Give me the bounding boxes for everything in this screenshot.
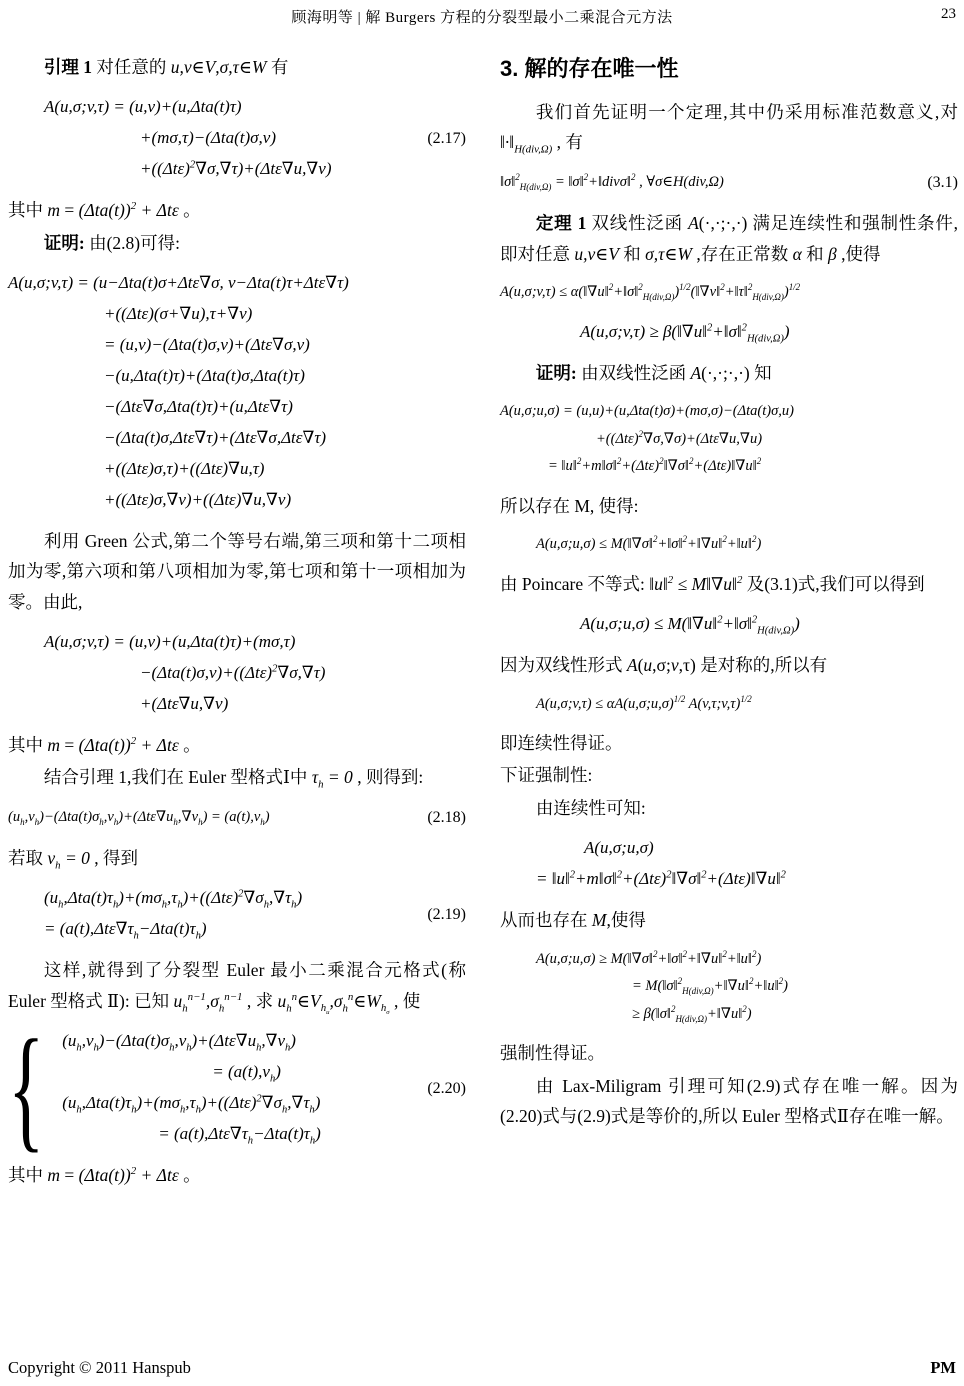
bold-run: 证明: xyxy=(535,362,577,383)
equation-line: $(u_h,\Delta ta(t)\tau_h)+(m\sigma_h,\tau_h)+((\Delta t\varepsilon)^2\nabla\sigma_h,\nabla\tau_h)$ xyxy=(44,888,303,911)
equation-line: −(Δtε∇σ,Δta(t)τ)+(u,Δtε∇τ) xyxy=(104,396,293,416)
equation xyxy=(500,398,958,481)
equation-line: ‖σ‖$^2_{H(div,\Omega)}$ = ‖σ‖$^2$+‖divσ‖$^2$ , ∀σ∈H(div,Ω) xyxy=(500,172,724,193)
equation xyxy=(500,609,958,640)
text-run: 双线性泛函 A(·,·;·,·) 满足连续性和强制性条件,即对任意 u,v∈V 和 σ,τ∈W ,存在正常数 α 和 β ,使得 xyxy=(500,213,959,264)
equation xyxy=(500,168,958,198)
text-run: 我们首先证明一个定理,其中仍采用标准范数意义,对 $‖\cdot‖_{H(div,\Omega)}$ , 有 xyxy=(500,102,958,156)
equation xyxy=(500,317,958,348)
paragraph xyxy=(500,905,958,935)
bold-run: 证明: xyxy=(43,232,85,253)
text-run: 由 Lax-Miligram 引理可知(2.9)式存在唯一解。因为(2.20)式与(2.9)式是等价的,所以 Euler 型格式Ⅱ存在唯一解。 xyxy=(500,1075,958,1127)
footer-page-marker: PM xyxy=(930,1358,956,1377)
paragraph xyxy=(8,843,466,873)
equation-line: A(u,σ;u,σ) ≤ M(‖∇σ‖$^2$+‖σ‖$^2$+‖∇u‖$^2$+‖u‖$^2$) xyxy=(536,534,762,553)
equation-line: A(u,σ;v,τ) = (u−Δta(t)σ+Δtε∇σ, v−Δta(t)τ+Δtε∇τ) xyxy=(8,273,349,293)
equation-line: −(Δta(t)σ,Δtε∇τ)+(Δtε∇σ,Δtε∇τ) xyxy=(104,427,327,447)
equation-lines xyxy=(500,531,958,559)
equation-line: A(u,σ;v,τ) = (u,v)+(u,Δta(t)τ) xyxy=(44,97,242,117)
paragraph xyxy=(500,728,958,758)
paragraph xyxy=(8,52,466,82)
equation xyxy=(8,92,466,185)
equation-lines xyxy=(500,169,923,197)
paragraph xyxy=(500,1038,958,1068)
text-run: 由(2.8)可得: xyxy=(84,232,180,253)
equation-line: A(u,σ;v,τ) = (u,v)+(u,Δta(t)τ)+(mσ,τ) xyxy=(44,631,296,651)
right-column xyxy=(500,50,958,1192)
paragraph xyxy=(500,569,958,599)
equation-system xyxy=(8,1011,466,1165)
equation-line: $+((\Delta t\varepsilon)^2\nabla\sigma,\nabla\tau)+(\Delta t\varepsilon\nabla u,\nabla v)$ xyxy=(140,159,332,179)
text-run: 对任意的 u,v∈V,σ,τ∈W 有 xyxy=(96,57,289,77)
equation xyxy=(500,833,958,895)
paragraph xyxy=(500,760,958,790)
text-run: 其中 $m = (\Delta ta(t))^2 + \Delta t\varepsilon$ 。 xyxy=(8,1164,201,1185)
equation-label: (2.19) xyxy=(427,905,466,923)
paragraph xyxy=(8,762,466,792)
equation-line: $+((\Delta t\varepsilon)^2\nabla\sigma,\nabla\sigma)+(\Delta t\varepsilon\nabla u,\nabla u)$ xyxy=(596,428,763,447)
page-footer xyxy=(8,1354,956,1378)
equation xyxy=(500,531,958,559)
text-run: 结合引理 1,我们在 Euler 型格式Ⅰ中 $\tau_h = 0$ , 则得到: xyxy=(43,767,424,791)
equation-lines xyxy=(8,883,423,945)
equation-line: A(u,σ;v,τ) ≤ α(‖∇u‖$^2$+‖σ‖$^2_{H(div,\Omega)}$)$^{1/2}$(‖∇v‖$^2$+‖τ‖$^2_{H(div,\Omega)}$)$^{1/2}$ xyxy=(500,282,801,303)
text-run: 其中 $m = (\Delta ta(t))^2 + \Delta t\varepsilon$ 。 xyxy=(8,734,201,755)
page-header xyxy=(0,6,964,32)
equation-lines xyxy=(8,92,423,185)
equation-line: $(u_h,\Delta ta(t)\tau_h)+(m\sigma_h,\tau_h)+((\Delta t\varepsilon)^2\nabla\sigma_h,\nabla\tau_h)$ xyxy=(62,1093,321,1116)
equation-line: +((Δtε)σ,τ)+((Δtε)∇u,τ) xyxy=(104,458,265,478)
bold-run: 定理 1 xyxy=(535,213,592,234)
paragraph xyxy=(8,526,466,617)
equation-line: $-(\Delta ta(t)\sigma,v)+((\Delta t\varepsilon)^2\nabla\sigma,\nabla\tau)$ xyxy=(140,662,326,682)
text-run: 即连续性得证。 xyxy=(500,733,623,754)
paragraph xyxy=(500,97,958,158)
paragraph xyxy=(500,208,958,269)
bold-run: 引理 1 xyxy=(43,57,97,77)
equation-line: = (u,v)−(Δta(t)σ,v)+(Δtε∇σ,v) xyxy=(104,335,310,354)
equation-line: = $‖u‖^2+m‖\sigma‖^2+(\Delta t\varepsilon)^2‖\nabla\sigma‖^2+(\Delta t\varepsilon)‖\nabla u‖^2$ xyxy=(548,456,762,475)
text-run: 利用 Green 公式,第二个等号右端,第三项和第十二项相加为零,第六项和第八项相加为零,第七项和第十一项相加为零。由此, xyxy=(8,530,466,612)
two-column-body xyxy=(8,50,958,1192)
page-number: 23 xyxy=(941,6,956,22)
paragraph xyxy=(500,491,958,521)
text-run: 下证强制性: xyxy=(500,765,593,786)
equation-line: A(u,σ;u,σ) xyxy=(584,838,654,858)
equation-lines xyxy=(500,609,958,640)
text-run: 强制性得证。 xyxy=(500,1043,605,1064)
equation xyxy=(8,883,466,945)
equation-line: $(u_h,v_h)-(\Delta ta(t)\sigma_h,v_h)+(\Delta t\varepsilon\nabla u_h,\nabla v_h) = (a(t),v_h)$ xyxy=(8,809,270,827)
equation-lines xyxy=(62,1026,423,1150)
paragraph xyxy=(8,730,466,760)
text-run: 由双线性泛函 A(·,·;·,·) 知 xyxy=(576,362,772,383)
equation-lines xyxy=(500,398,958,481)
paragraph xyxy=(8,228,466,258)
equation-line: +(Δtε∇u,∇v) xyxy=(140,693,229,713)
equation-lines xyxy=(8,804,423,832)
footer-copyright: Copyright © 2011 Hanspub xyxy=(8,1358,191,1377)
equation-line: +((Δtε)σ,∇v)+((Δtε)∇u,∇v) xyxy=(104,489,292,509)
paragraph xyxy=(500,1071,958,1132)
equation-line: +((Δtε)(σ+∇u),τ+∇v) xyxy=(104,304,253,324)
equation-line: A(u,σ;u,σ) ≤ M(‖∇u‖$^2$+‖σ‖$^2_{H(div,\Omega)}$) xyxy=(580,614,800,637)
left-column xyxy=(8,50,466,1192)
equation-line: $(u_h,v_h)-(\Delta ta(t)\sigma_h,v_h)+(\Delta t\varepsilon\nabla u_h,\nabla v_h)$ xyxy=(62,1031,296,1054)
section-heading: 3. 解的存在唯一性 xyxy=(500,56,679,81)
text-run: 由 Poincare 不等式: ‖u‖$^2$ ≤ M‖∇u‖$^2$ 及(3.1)式,我们可以得到 xyxy=(500,573,925,594)
equation xyxy=(500,946,958,1029)
equation-lines xyxy=(8,268,466,516)
text-run: 所以存在 M, 使得: xyxy=(500,495,639,516)
paragraph xyxy=(8,955,466,1016)
equation-label: (2.20) xyxy=(427,1079,466,1097)
equation-lines xyxy=(8,627,466,720)
equation-line: = $(a(t),v_h)$ xyxy=(212,1062,281,1085)
equation-lines xyxy=(500,833,958,895)
equation-line: A(u,σ;u,σ) ≥ M(‖∇σ‖$^2$+‖σ‖$^2$+‖∇u‖$^2$+‖u‖$^2$) xyxy=(536,948,762,967)
equation-label: (2.18) xyxy=(427,808,466,826)
equation xyxy=(8,627,466,720)
equation-line: = $‖u‖^2+m‖\sigma‖^2+(\Delta t\varepsilon)^2‖\nabla\sigma‖^2+(\Delta t\varepsilon)‖\nabla u‖^2$ xyxy=(536,869,786,889)
equation xyxy=(500,279,958,307)
text-run: 这样,就得到了分裂型 Euler 最小二乘混合元格式(称 Euler 型格式 Ⅱ): 已知 $u_h^{n-1},\sigma_h^{n-1}$ , 求 $u_h^n\in V_{h_u},\sigma_h^n\in W_{h_\sigma}$ , 使 xyxy=(8,960,466,1017)
equation-line: = $(a(t),\Delta t\varepsilon\nabla\tau_h-\Delta ta(t)\tau_h)$ xyxy=(158,1124,321,1147)
equation-label: (3.1) xyxy=(927,173,958,191)
text-run: 若取 $v_h = 0$ , 得到 xyxy=(8,848,139,872)
equation-lines xyxy=(500,691,958,719)
equation-label: (2.17) xyxy=(427,130,466,148)
paragraph xyxy=(500,650,958,680)
equation-line: +(mσ,τ)−(Δta(t)σ,v) xyxy=(140,128,277,148)
paragraph xyxy=(500,793,958,823)
running-title: 顾海明等 | 解 Burgers 方程的分裂型最小二乘混合元方法 xyxy=(291,10,673,26)
text-run: 其中 $m = (\Delta ta(t))^2 + \Delta t\varepsilon$ 。 xyxy=(8,200,201,221)
equation-line: ≥ β(‖σ‖$^2_{H(div,\Omega)}$+‖∇u‖$^2$) xyxy=(632,1003,752,1024)
equation-lines xyxy=(500,946,958,1029)
equation-line: = $(a(t),\Delta t\varepsilon\nabla\tau_h-\Delta ta(t)\tau_h)$ xyxy=(44,919,207,942)
left-curly-brace: { xyxy=(8,1011,45,1165)
equation-line: −(u,Δta(t)τ)+(Δta(t)σ,Δta(t)τ) xyxy=(104,365,305,385)
equation-line: A(u,σ;v,τ) ≥ β(‖∇u‖$^2$+‖σ‖$^2_{H(div,\Omega)}$) xyxy=(580,321,790,345)
equation-lines xyxy=(500,279,958,307)
text-run: 由连续性可知: xyxy=(535,797,646,818)
equation xyxy=(8,268,466,516)
equation-line: A(u,σ;v,τ) ≤ αA(u,σ;u,σ)$^{1/2}$ A(v,τ;v,τ)$^{1/2}$ xyxy=(536,693,752,712)
equation xyxy=(500,691,958,719)
equation-lines xyxy=(500,317,958,348)
equation-line: = M(‖σ‖$^2_{H(div,\Omega)}$+‖∇u‖$^2$+‖u‖$^2$) xyxy=(632,976,788,997)
paragraph xyxy=(500,358,958,388)
equation-line: A(u,σ;u,σ) = (u,u)+(u,Δta(t)σ)+(mσ,σ)−(Δta(t)σ,u) xyxy=(500,403,794,420)
paragraph xyxy=(8,1160,466,1190)
text-run: 因为双线性形式 A(u,σ;v,τ) 是对称的,所以有 xyxy=(500,655,828,676)
paragraph xyxy=(8,195,466,225)
equation xyxy=(8,803,466,833)
text-run: 从而也存在 M,使得 xyxy=(500,910,646,931)
